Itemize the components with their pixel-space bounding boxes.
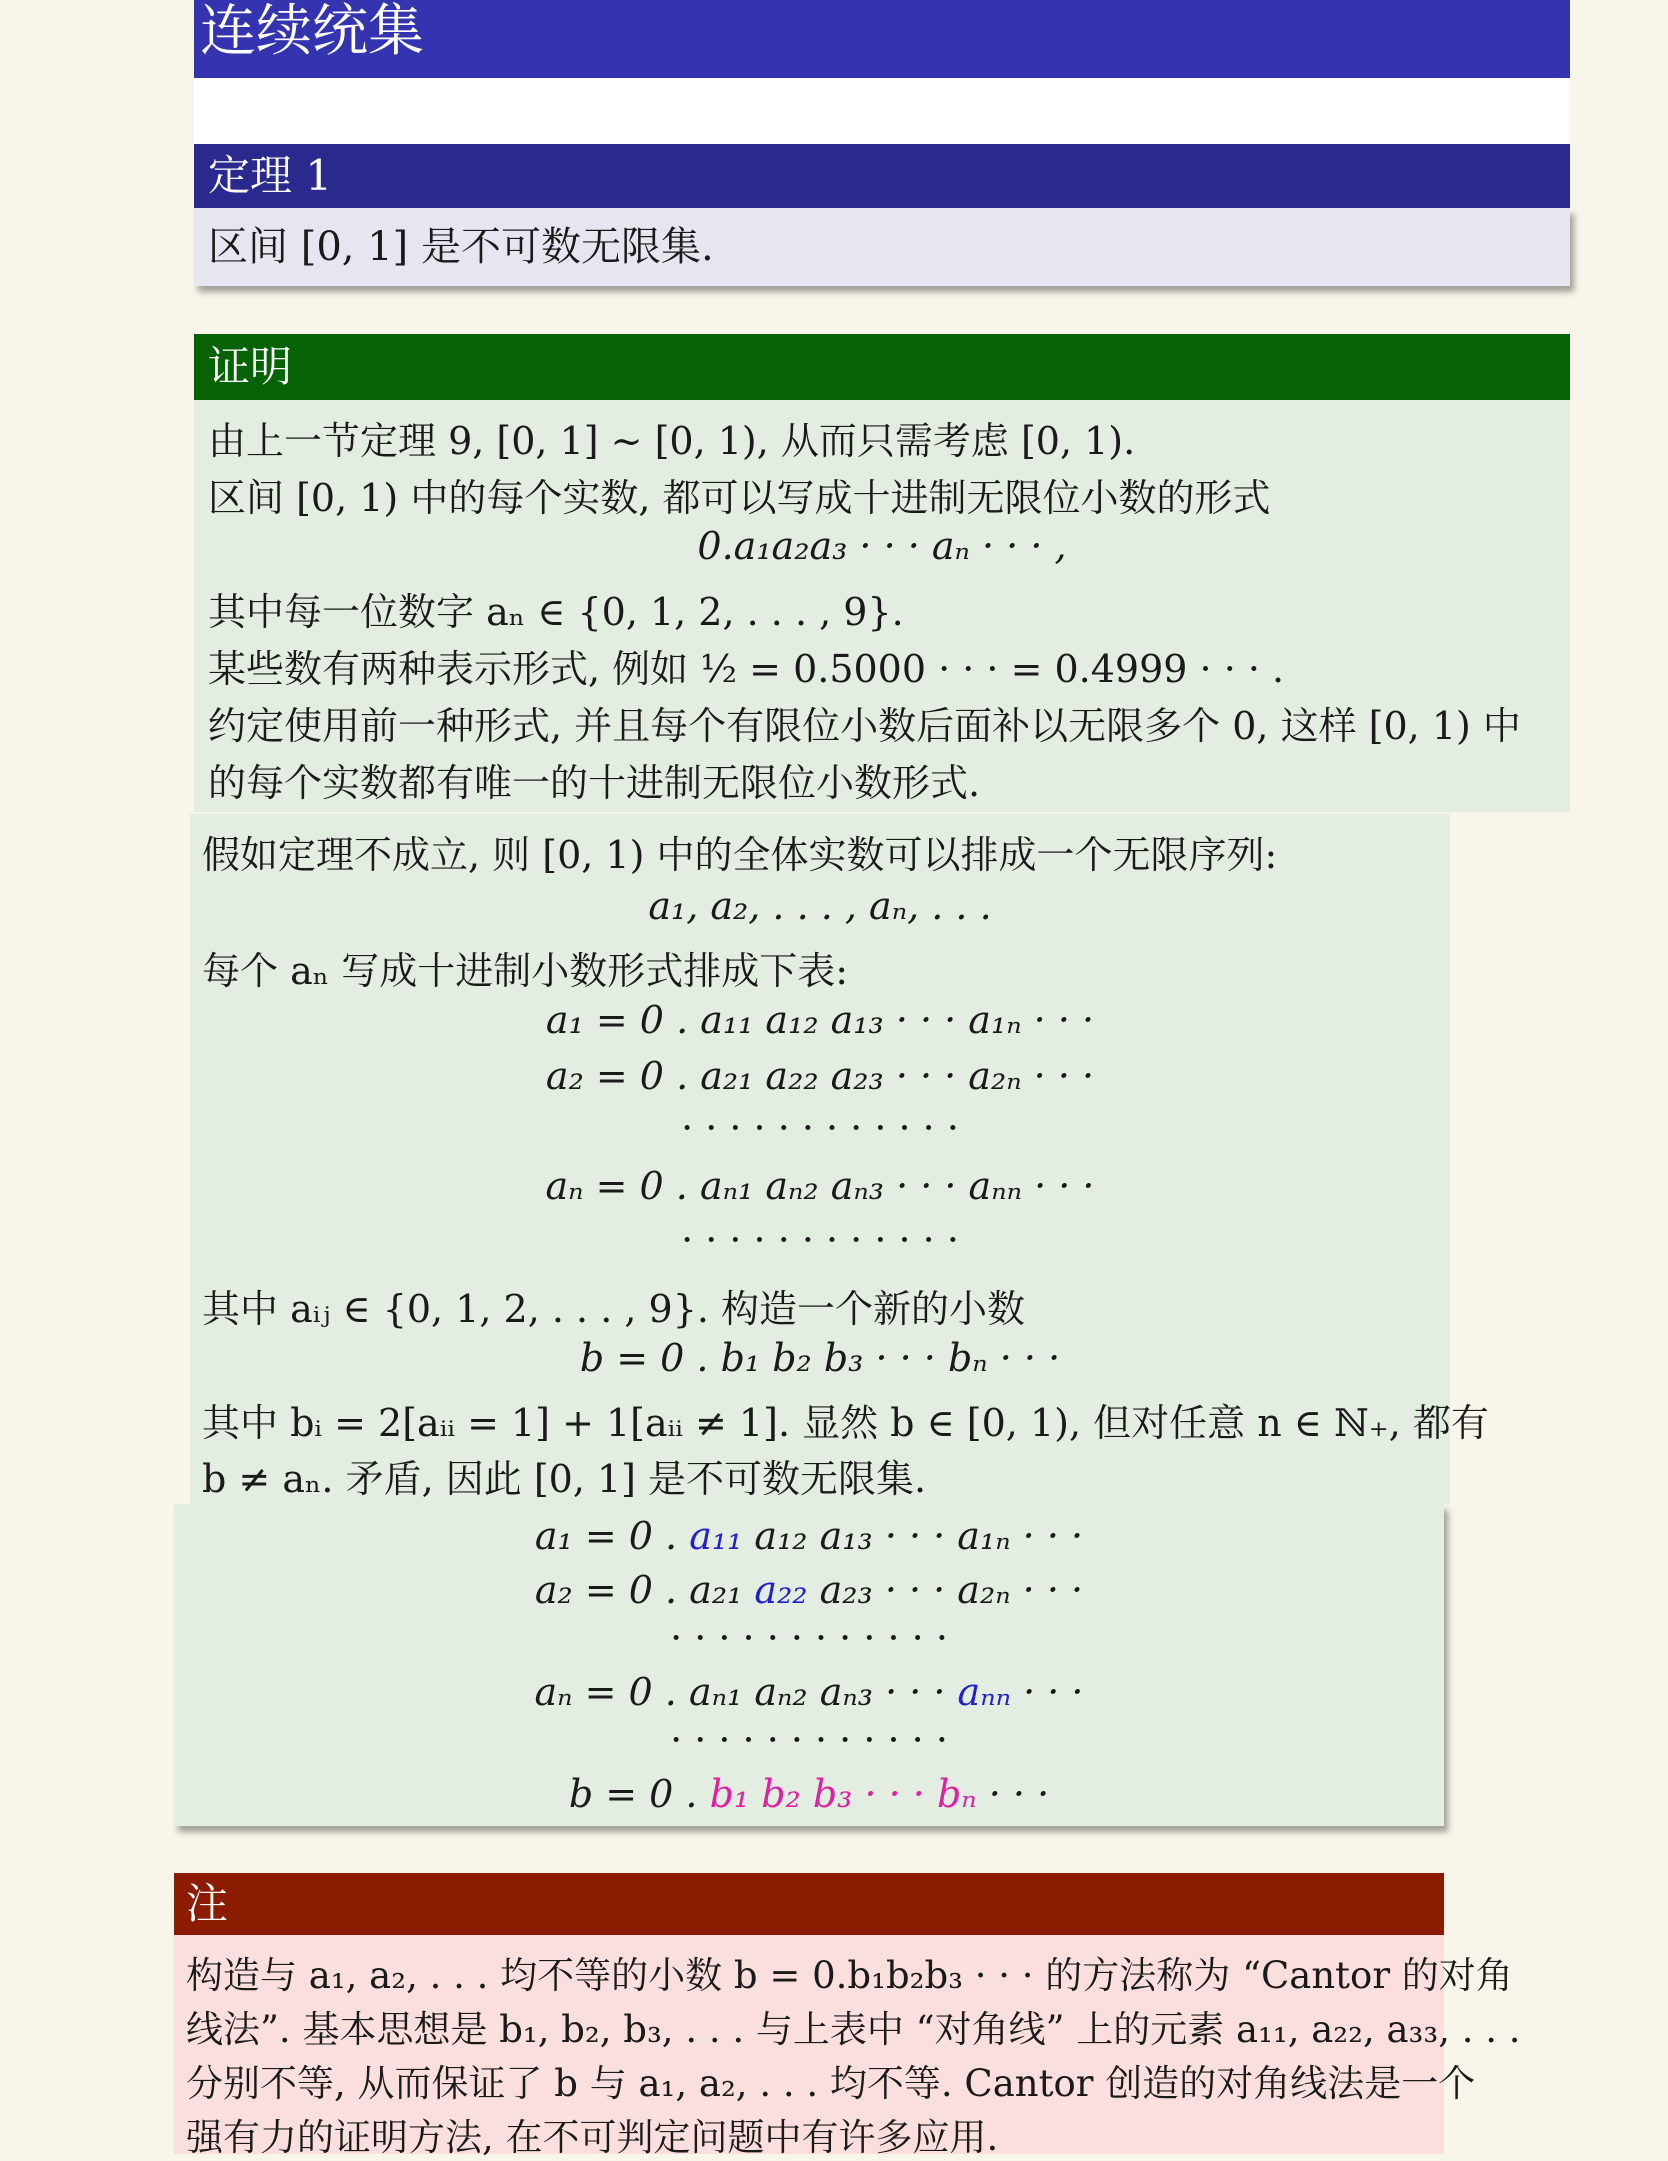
diagonal-element: a₂₂ [754,1568,808,1612]
proof-line: 某些数有两种表示形式, 例如 ½ = 0.5000 · · · = 0.4999 · · · . [208,647,1285,691]
equation: a₁, a₂, . . . , aₙ, . . . [648,884,992,928]
table-dots: · · · · · · · · · · · · [681,1106,959,1150]
equation: 0.a₁a₂a₃ · · · aₙ · · · , [697,524,1067,568]
equation: b = 0 . b₁ b₂ b₃ · · · bₙ · · · [579,1336,1061,1380]
proof-line: 的每个实数都有唯一的十进制无限位小数形式. [208,761,981,805]
note-line: 强有力的证明方法, 在不可判定问题中有许多应用. [186,2116,999,2159]
diagonal-row-n: aₙ = 0 . aₙ₁ aₙ₂ aₙ₃ · · · aₙₙ · · · [534,1670,1084,1714]
proof-line: 每个 aₙ 写成十进制小数形式排成下表: [202,949,849,993]
note-body [174,1935,1521,2159]
note-line: 线法”. 基本思想是 b₁, b₂, b₃, . . . 与上表中 “对角线” 上的元素 a₁₁, a₂₂, a₃₃, . . . [186,2008,1521,2051]
table-dots: · · · · · · · · · · · · [670,1616,948,1660]
title-spacer [194,78,1570,144]
proof-body-part1 [194,400,1570,812]
note-header: 注 [174,1873,1444,1935]
table-dots: · · · · · · · · · · · · [681,1218,959,1262]
proof-line: 由上一节定理 9, [0, 1] ∼ [0, 1), 从而只需考虑 [0, 1). [208,419,1136,463]
table-row: aₙ = 0 . aₙ₁ aₙ₂ aₙ₃ · · · aₙₙ · · · [545,1164,1095,1208]
theorem-header: 定理 1 [194,144,1570,208]
note-line: 分别不等, 从而保证了 b 与 a₁, a₂, . . . 均不等. Cantor 创造的对角线法是一个 [186,2062,1476,2105]
diagonal-table [174,1504,1444,1826]
theorem-statement: 区间 [0, 1] 是不可数无限集. [194,208,1570,286]
proof-line: b ≠ aₙ. 矛盾, 因此 [0, 1] 是不可数无限集. [202,1457,927,1501]
table-dots: · · · · · · · · · · · · [670,1718,948,1762]
diagonal-row-2: a₂ = 0 . a₂₁ a₂₂ a₂₃ · · · a₂ₙ · · · [534,1568,1084,1612]
table-row: a₁ = 0 . a₁₁ a₁₂ a₁₃ · · · a₁ₙ · · · [545,998,1095,1042]
diagonal-element: aₙₙ [957,1670,1012,1714]
b-digits: b₁ b₂ b₃ · · · bₙ [709,1772,977,1816]
proof-body-part2 [190,814,1489,1504]
proof-line: 其中每一位数字 aₙ ∈ {0, 1, 2, . . . , 9}. [208,590,904,634]
note-line: 构造与 a₁, a₂, . . . 均不等的小数 b = 0.b₁b₂b₃ · · · 的方法称为 “Cantor 的对角 [186,1954,1513,1997]
proof-line: 其中 bᵢ = 2[aᵢᵢ = 1] + 1[aᵢᵢ ≠ 1]. 显然 b ∈ [0, 1), 但对任意 n ∈ ℕ₊, 都有 [202,1401,1489,1445]
proof-line: 区间 [0, 1) 中的每个实数, 都可以写成十进制无限位小数的形式 [208,476,1271,520]
proof-header: 证明 [194,334,1570,400]
proof-line: 约定使用前一种形式, 并且每个有限位小数后面补以无限多个 0, 这样 [0, 1) 中 [208,704,1521,748]
proof-line: 假如定理不成立, 则 [0, 1) 中的全体实数可以排成一个无限序列: [202,833,1278,877]
table-row: a₂ = 0 . a₂₁ a₂₂ a₂₃ · · · a₂ₙ · · · [545,1054,1095,1098]
frame-title: 连续统集 [194,0,1570,78]
proof-line: 其中 aᵢⱼ ∈ {0, 1, 2, . . . , 9}. 构造一个新的小数 [202,1287,1026,1331]
diagonal-element: a₁₁ [689,1514,743,1558]
diagonal-b-row: b = 0 . b₁ b₂ b₃ · · · bₙ · · · [568,1772,1050,1816]
diagonal-row-1: a₁ = 0 . a₁₁ a₁₂ a₁₃ · · · a₁ₙ · · · [534,1514,1084,1558]
